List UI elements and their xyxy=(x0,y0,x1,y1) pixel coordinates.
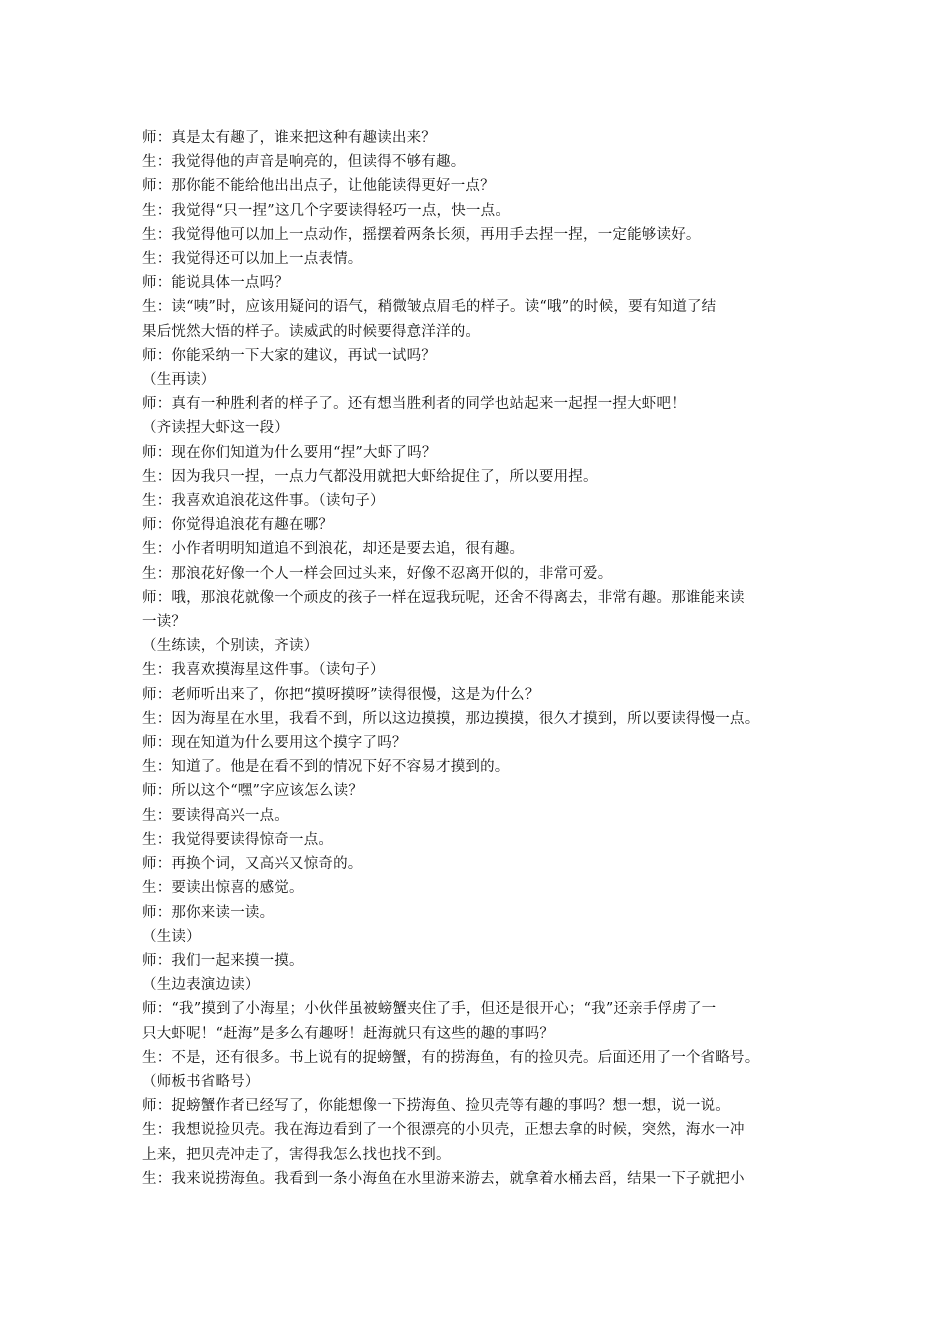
text-line: 师：真是太有趣了，谁来把这种有趣读出来？ xyxy=(142,130,436,146)
text-line: 生：我觉得要读得惊奇一点。 xyxy=(142,831,334,848)
text-line: 生：小作者明明知道追不到浪花，却还是要去追，很有趣。 xyxy=(142,541,525,558)
text-line: 生：要读出惊喜的感觉。 xyxy=(142,880,304,897)
text-line: 一读？ xyxy=(142,614,187,631)
text-line: 生：读“咦”时，应该用疑问的语气，稍微皱点眉毛的样子。读“哦”的时候，要有知道了结 xyxy=(142,299,717,316)
text-line: 生：我喜欢摸海星这件事。（读句子） xyxy=(142,662,385,679)
text-line: 师：那你能不能给他出出点子，让他能读得更好一点？ xyxy=(142,178,495,195)
document-body xyxy=(142,126,810,1191)
text-line: 生：因为海星在水里，我看不到，所以这边摸摸，那边摸摸，很久才摸到，所以要读得慢一点。 xyxy=(142,710,760,727)
text-line: 生：我觉得他的声音是响亮的，但读得不够有趣。 xyxy=(142,154,466,171)
text-line: （师板书省略号） xyxy=(142,1073,260,1090)
text-line: 师：你能采纳一下大家的建议，再试一试吗？ xyxy=(142,347,436,364)
text-line: 上来，把贝壳冲走了，害得我怎么找也找不到。 xyxy=(142,1146,451,1163)
text-line: 生：我来说捞海鱼。我看到一条小海鱼在水里游来游去，就拿着水桶去舀，结果一下子就把小 xyxy=(142,1170,745,1187)
text-line: 师：再换个词，又高兴又惊奇的。 xyxy=(142,856,363,873)
text-line: （生读） xyxy=(142,928,201,945)
text-line: 师：你觉得追浪花有趣在哪？ xyxy=(142,517,334,534)
text-line: 师：现在你们知道为什么要用“捏”大虾了吗？ xyxy=(142,444,437,461)
text-line: （生边表演边读） xyxy=(142,977,260,994)
text-line: 生：我觉得他可以加上一点动作，摇摆着两条长须，再用手去捏一捏，一定能够读好。 xyxy=(142,226,701,243)
text-line: 生：那浪花好像一个人一样会回过头来，好像不忍离开似的，非常可爱。 xyxy=(142,565,613,582)
text-line: 师：“我”摸到了小海星；小伙伴虽被螃蟹夹住了手，但还是很开心；“我”还亲手俘虏了一 xyxy=(142,1001,717,1018)
text-line: （生再读） xyxy=(142,372,216,389)
text-line: 师：能说具体一点吗？ xyxy=(142,275,289,292)
text-line: 生：我想说捡贝壳。我在海边看到了一个很漂亮的小贝壳，正想去拿的时候，突然，海水一冲 xyxy=(142,1122,745,1139)
text-line: 生：我觉得“只一捏”这几个字要读得轻巧一点，快一点。 xyxy=(142,202,511,219)
text-line: 师：现在知道为什么要用这个摸字了吗？ xyxy=(142,735,407,752)
text-line: （齐读捏大虾这一段） xyxy=(142,420,289,437)
text-line: 师：我们一起来摸一摸。 xyxy=(142,952,304,969)
text-line: 师：老师听出来了，你把“摸呀摸呀”读得很慢，这是为什么？ xyxy=(142,686,540,703)
text-line: 生：知道了。他是在看不到的情况下好不容易才摸到的。 xyxy=(142,759,510,776)
text-line: 生：不是，还有很多。书上说有的捉螃蟹，有的捞海鱼，有的捡贝壳。后面还用了一个省略号。 xyxy=(142,1049,760,1066)
text-line: 只大虾呢！“赶海”是多么有趣呀！赶海就只有这些的趣的事吗？ xyxy=(142,1025,555,1042)
text-line: 果后恍然大悟的样子。读威武的时候要得意洋洋的。 xyxy=(142,323,481,340)
text-line: 师：所以这个“嘿”字应该怎么读？ xyxy=(142,783,364,800)
text-line: 师：捉螃蟹作者已经写了，你能想像一下捞海鱼、捡贝壳等有趣的事吗？想一想，说一说。 xyxy=(142,1098,730,1115)
text-line: 师：真有一种胜利者的样子了。还有想当胜利者的同学也站起来一起捏一捏大虾吧！ xyxy=(142,396,686,413)
text-line: 生：要读得高兴一点。 xyxy=(142,807,289,824)
text-line: 师：那你来读一读。 xyxy=(142,904,275,921)
text-line: 生：因为我只一捏，一点力气都没用就把大虾给捉住了，所以要用捏。 xyxy=(142,468,598,485)
text-line: 师：哦，那浪花就像一个顽皮的孩子一样在逗我玩呢，还舍不得离去，非常有趣。那谁能来读 xyxy=(142,589,745,606)
text-line: 生：我喜欢追浪花这件事。（读句子） xyxy=(142,493,385,510)
text-line: 生：我觉得还可以加上一点表情。 xyxy=(142,251,363,268)
text-line: （生练读，个别读，齐读） xyxy=(142,638,319,655)
